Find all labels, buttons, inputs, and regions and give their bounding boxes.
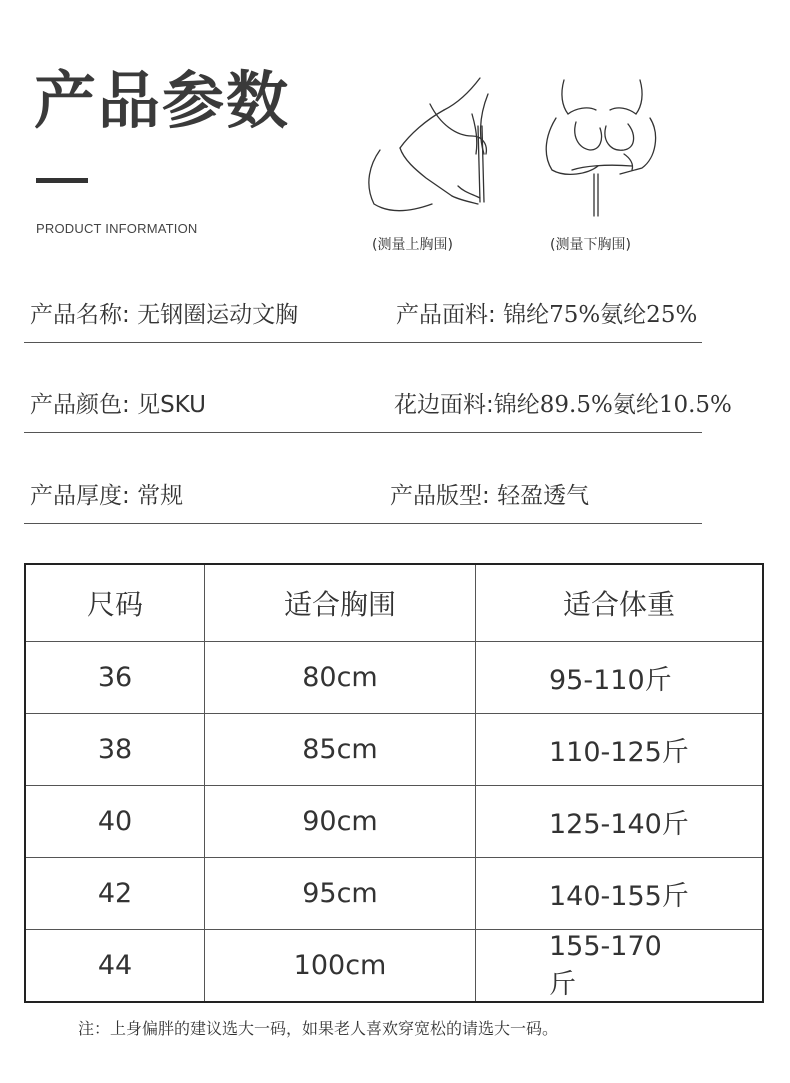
info-product-fit (390, 477, 589, 510)
info-value: 锦纶89.5%氨纶10.5% (493, 392, 732, 418)
table-row (25, 786, 763, 858)
table-row (25, 714, 763, 786)
under-bust-measuring-illustration (532, 74, 672, 224)
cell-size: 42 (25, 858, 205, 930)
table-row (25, 858, 763, 930)
cell-bust: 100cm (205, 930, 476, 1003)
info-label: 产品名称: (30, 302, 130, 328)
upper-bust-measuring-illustration (360, 74, 500, 224)
info-label: 产品面料: (396, 302, 496, 328)
info-value: 常规 (137, 483, 184, 509)
cell-bust: 85cm (205, 714, 476, 786)
caption-under-bust: (测量下胸围) (550, 237, 631, 253)
cell-size: 38 (25, 714, 205, 786)
info-row (24, 282, 702, 343)
cell-weight: 110-125斤 (549, 737, 689, 768)
header-bust: 适合胸围 (205, 564, 476, 642)
info-value: 无钢圈运动文胸 (137, 302, 299, 328)
cell-bust: 95cm (205, 858, 476, 930)
info-row (24, 463, 702, 524)
info-product-name (30, 296, 298, 329)
info-label: 花边面料: (394, 392, 494, 418)
info-product-thickness (30, 477, 183, 510)
info-lace-fabric (394, 386, 732, 419)
header-weight: 适合体重 (476, 564, 764, 642)
page-title: 产品参数 (34, 64, 291, 137)
cell-bust: 90cm (205, 786, 476, 858)
cell-size: 40 (25, 786, 205, 858)
info-label: 产品版型: (390, 483, 490, 509)
info-row (24, 372, 732, 433)
info-product-color (30, 386, 206, 419)
page-subtitle: PRODUCT INFORMATION (36, 221, 198, 236)
header-size: 尺码 (25, 564, 205, 642)
cell-weight: 140-155斤 (549, 881, 689, 912)
cell-weight: 125-140斤 (549, 809, 689, 840)
cell-size: 36 (25, 642, 205, 714)
caption-upper-bust: (测量上胸围) (372, 237, 453, 253)
table-header-row (25, 564, 763, 642)
info-value: 轻盈透气 (497, 483, 590, 509)
cell-weight: 155-170 斤 (549, 930, 662, 1000)
info-product-fabric (396, 296, 697, 329)
cell-weight: 95-110斤 (549, 665, 672, 696)
cell-size: 44 (25, 930, 205, 1003)
info-label: 产品颜色: (30, 392, 130, 418)
size-table (24, 563, 764, 1003)
info-value: 锦纶75%氨纶25% (503, 302, 698, 328)
table-row (25, 930, 763, 1003)
table-row (25, 642, 763, 714)
cell-bust: 80cm (205, 642, 476, 714)
info-label: 产品厚度: (30, 483, 130, 509)
size-note: 注：上身偏胖的建议选大一码，如果老人喜欢穿宽松的请选大一码。 (78, 1019, 559, 1038)
title-divider (36, 178, 88, 183)
info-value: 见SKU (137, 392, 206, 418)
